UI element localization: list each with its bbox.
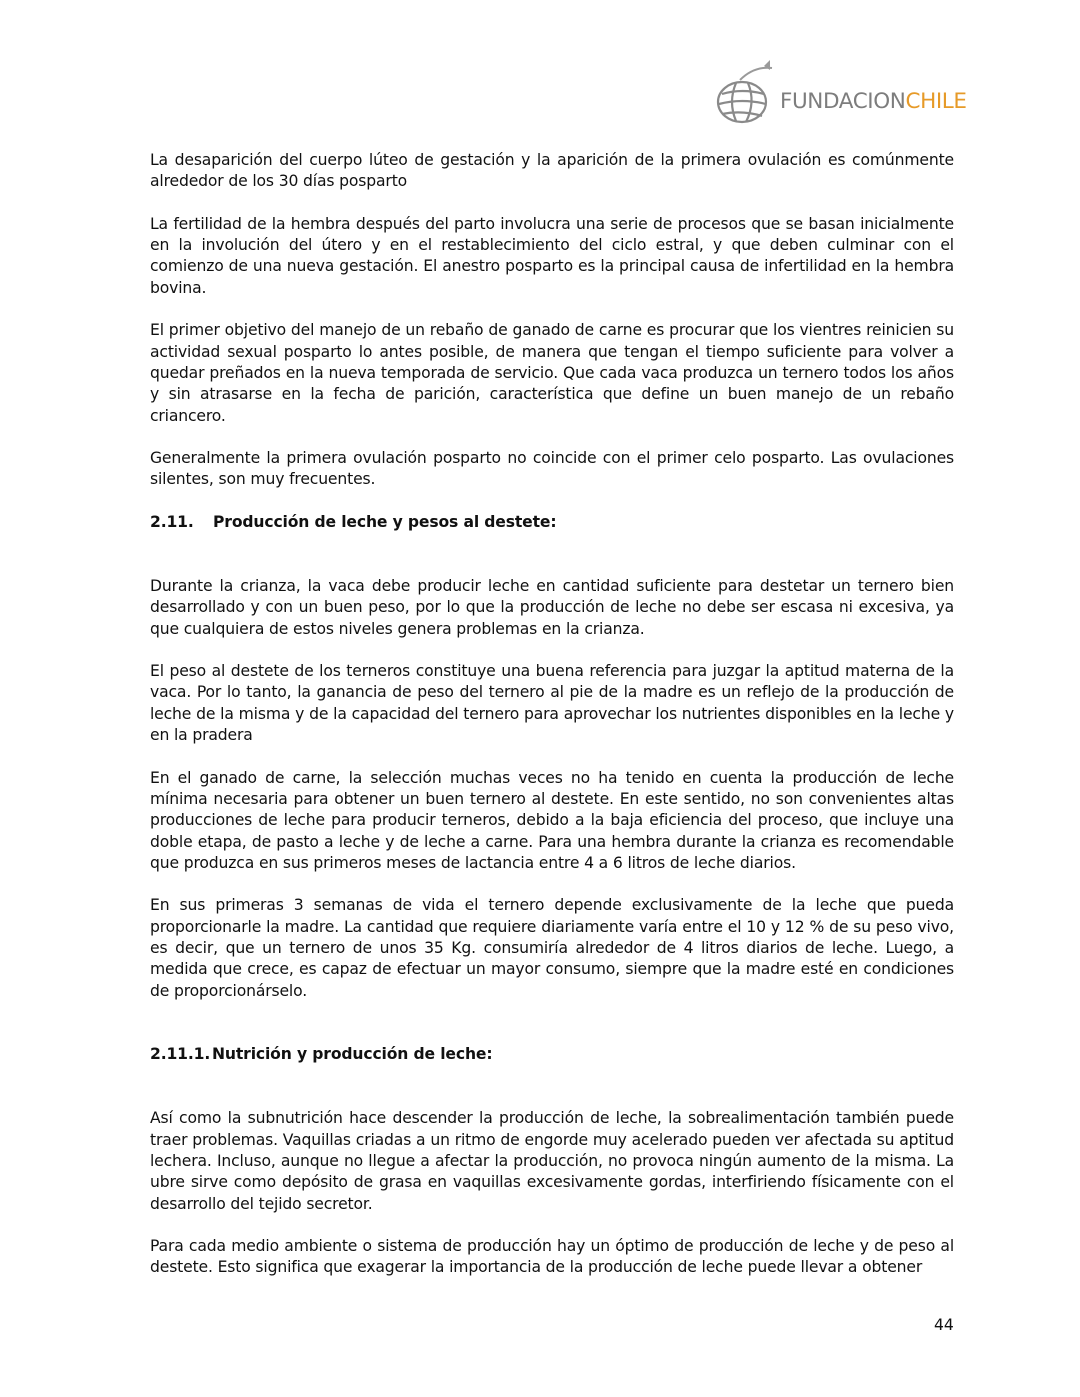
paragraph: El primer objetivo del manejo de un rebaño de ganado de carne es procurar que los vientres reinicien su actividad sexual posparto lo antes posible, de manera que tengan el tiempo suficiente para volver a quedar preñados en la nueva temporada de servicio. Que cada vaca produzca un ternero todos los años y sin atrasarse en la fecha de parición, característica que define un buen manejo de un rebaño criancero. xyxy=(150,321,954,425)
section-number: 2.11. xyxy=(150,513,194,532)
logo-text xyxy=(780,91,967,113)
paragraph: Así como la subnutrición hace descender la producción de leche, la sobrealimentación también puede traer problemas. Vaquillas criadas a un ritmo de engorde muy acelerado pueden ver afectada su aptitud lechera. Incluso, aunque no llegue a afectar la producción, no provoca ningún aumento de la misma. La ubre sirve como depósito de grasa en vaquillas excesivamente gordas, interfiriendo físicamente con el desarrollo del tejido secretor. xyxy=(150,1109,954,1213)
subsection-heading xyxy=(150,1044,954,1065)
paragraph: Generalmente la primera ovulación posparto no coincide con el primer celo posparto. Las ovulaciones silentes, son muy frecuentes. xyxy=(150,449,954,489)
paragraph: El peso al destete de los terneros constituye una buena referencia para juzgar la aptitud materna de la vaca. Por lo tanto, la ganancia de peso del ternero al pie de la madre es un reflejo de la producción de leche de la misma y de la capacidad del ternero para aprovechar los nutrientes disponibles en la leche y en la pradera xyxy=(150,662,954,745)
section-title: Producción de leche y pesos al destete: xyxy=(213,513,557,532)
spacer xyxy=(150,1087,954,1108)
section-heading xyxy=(150,512,954,533)
subsection-number: 2.11.1. xyxy=(150,1045,211,1064)
logo-text-part2: CHILE xyxy=(905,89,967,114)
page-number: 44 xyxy=(934,1316,954,1334)
paragraph: Durante la crianza, la vaca debe producir leche en cantidad suficiente para destetar un ternero bien desarrollado y con un buen peso, por lo que la producción de leche no debe ser escasa ni excesiva, ya que cualquiera de estos niveles genera problemas en la crianza. xyxy=(150,576,954,638)
fundacion-chile-logo xyxy=(714,58,967,132)
globe-icon xyxy=(714,58,784,132)
subsection-title: Nutrición y producción de leche: xyxy=(212,1045,493,1064)
paragraph: En sus primeras 3 semanas de vida el ternero depende exclusivamente de la leche que pueda proporcionarle la madre. La cantidad que requiere diariamente varía entre el 10 y 12 % de su peso vivo, es decir, que un ternero de unos 35 Kg. consumiría alrededor de 4 litros diarios de leche. Luego, a medida que crece, es capaz de efectuar un mayor consumo, siempre que la madre esté en condiciones de proporcionárselo. xyxy=(150,896,954,1000)
paragraph: La desaparición del cuerpo lúteo de gestación y la aparición de la primera ovulación es comúnmente alrededor de los 30 días posparto xyxy=(150,151,954,191)
paragraph: Para cada medio ambiente o sistema de producción hay un óptimo de producción de leche y de peso al destete. Esto significa que exagerar la importancia de la producción de leche puede llevar a obtener xyxy=(150,1237,954,1277)
paragraph: La fertilidad de la hembra después del parto involucra una serie de procesos que se basan inicialmente en la involución del útero y en el restablecimiento del ciclo estral, y que deben culminar con el comienzo de una nueva gestación. El anestro posparto es la principal causa de infertilidad en la hembra bovina. xyxy=(150,214,954,297)
spacer xyxy=(150,555,954,576)
paragraph: En el ganado de carne, la selección muchas veces no ha tenido en cuenta la producción de leche mínima necesaria para obtener un buen ternero al destete. En este sentido, no son convenientes altas producciones de leche para producir terneros, debido a la baja eficiencia del proceso, que incluye una doble etapa, de pasto a leche y de leche a carne. Para una hembra durante la crianza es recomendable que produzca en sus primeros meses de lactancia entre 4 a 6 litros de leche diarios. xyxy=(150,768,954,872)
logo-text-part1: FUNDACION xyxy=(780,89,906,114)
spacer xyxy=(150,1023,954,1044)
document-body xyxy=(150,150,954,1300)
